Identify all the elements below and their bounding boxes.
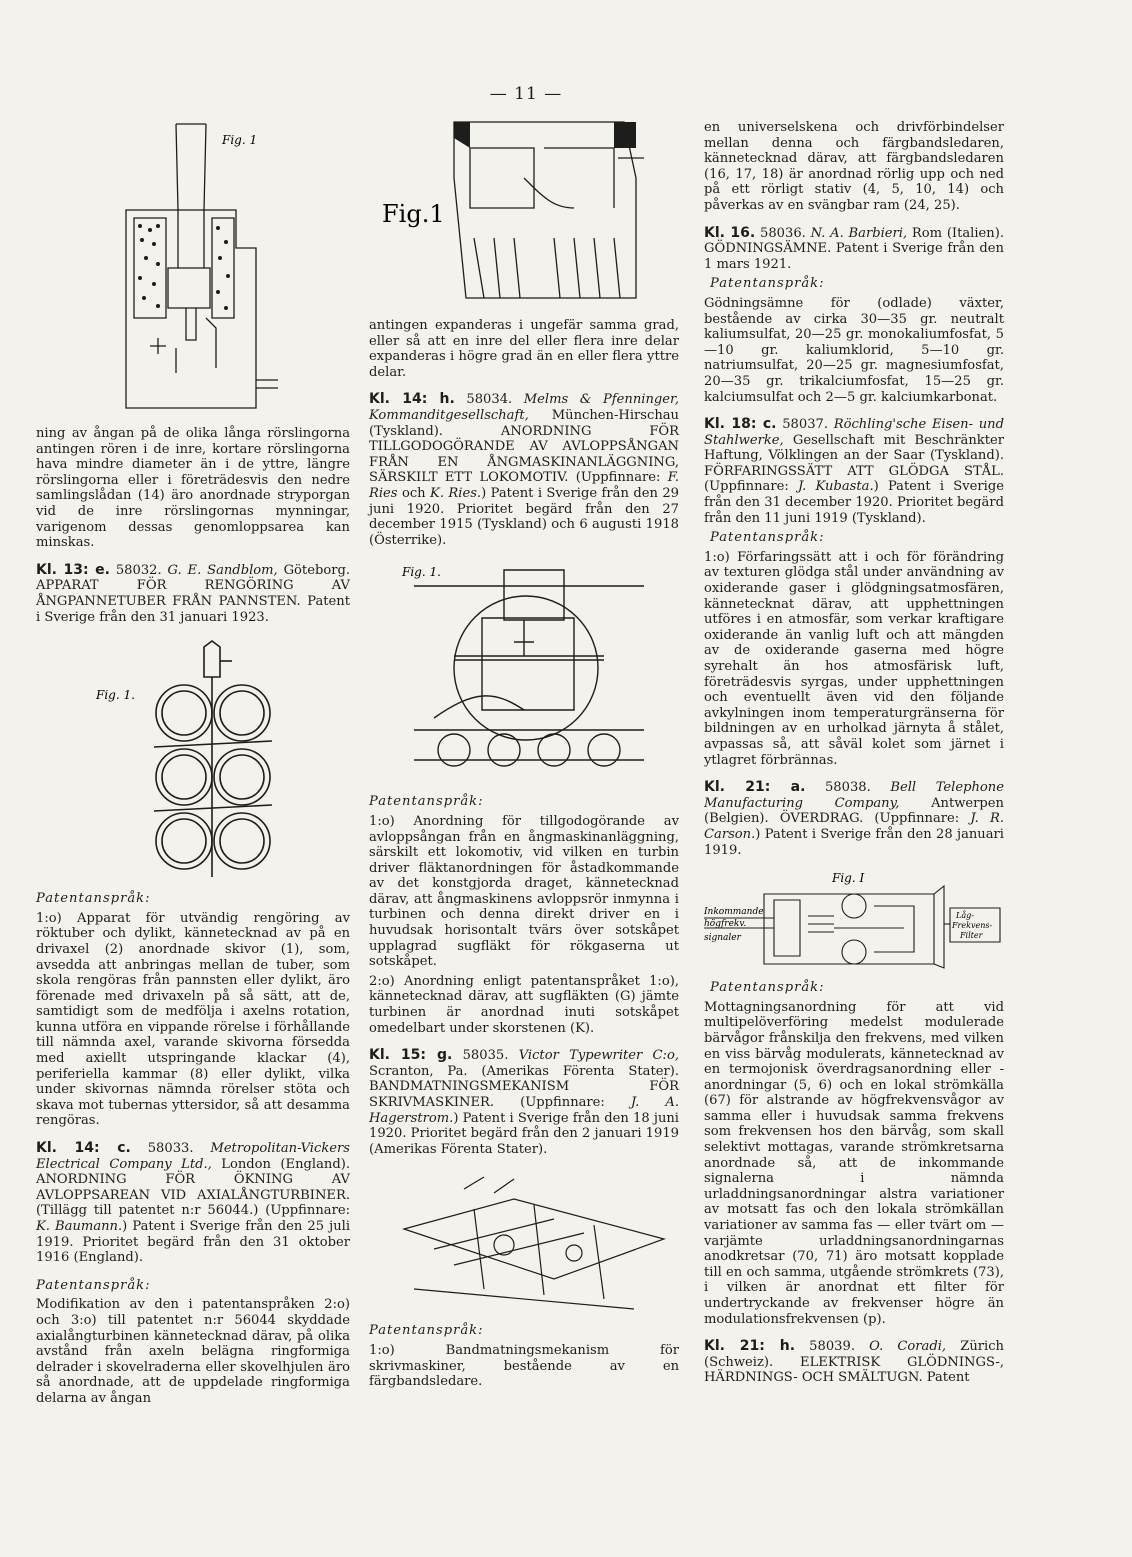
claim-text: 1:o) Apparat för utvändig rengöring av röktuber och dylikt, kännetecknad av på en drivaxel (2) anordnade skivor (1), som, avsedda att anbringas mellan de tuber, som skola rengöras från pannsten eller dylikt, äro förenade med drivaxeln på så sätt, att de, samtidigt som de medfölja i axelns rotation, kunna utföra en vippande rörelse i förhållande till nämnda axel, varande skivorna försedda med axiellt utspringande klackar (4), periferiella kammar (8) eller dylikt, vilka under skivornas nämnda rörelser stöta och skava mot tubernas yttersidor, så att desamma rengöras. <box>36 910 350 1129</box>
inventor-name-2: K. Ries. <box>430 485 482 501</box>
figure-locomotive-smokebox <box>394 560 654 790</box>
patent-entry-58039 <box>704 1339 1004 1386</box>
patent-entry-58033 <box>36 1141 350 1266</box>
claims-label: Patentanspråk: <box>710 530 825 546</box>
circuit-label-low: Låg- <box>956 911 974 921</box>
claims-label: Patentanspråk: <box>369 1323 484 1339</box>
inventor-name: K. Baumann. <box>36 1219 123 1234</box>
circuit-label-freq: Frekvens- <box>952 921 993 931</box>
applicant-name: Metropolitan-Vickers Electrical Company Ltd., <box>36 1141 350 1172</box>
patent-entry-58035 <box>369 1048 679 1157</box>
applicant-name: Bell Telephone Manufacturing Company, <box>704 780 1004 811</box>
entry-text: Rom (Italien). GÖDNINGSÄMNE. Patent i Sverige från den 1 mars 1921. <box>704 225 1004 272</box>
entry-text: London (England). ANORDNING FÖR ÖKNING AV AVLOPPSAREAN VID AXIALÅNGTURBINER. (Tillägg till patentet n:r 56044.) (Uppfinnare: <box>36 1156 350 1219</box>
claims-label: Patentanspråk: <box>369 794 484 810</box>
patent-entry-58037 <box>704 417 1004 526</box>
entry-text: Gesellschaft mit Beschränkter Haftung, Völklingen an der Saar (Tyskland). FÖRFARINGSSÄTT ATT GLÖDGA STÅL. (Uppfinnare: <box>704 432 1005 495</box>
turbine-section-drawing <box>374 118 674 308</box>
patent-number: 58037. <box>782 417 829 433</box>
continued-text: antingen expanderas i ungefär samma grad, eller så att en inre del eller flera inre delar expanderas i högre grad än en eller flera yttre delar. <box>369 318 679 380</box>
fig-caption: Fig. 1 <box>222 133 258 147</box>
boiler-tubes-drawing <box>106 118 306 416</box>
class-label: Kl. 14: h. <box>369 391 455 408</box>
class-label: Kl. 18: c. <box>704 416 777 433</box>
applicant-name: N. A. Barbieri, <box>810 225 908 241</box>
entry-text-2: ) Patent i Sverige från den 25 juli 1919. Prioritet begärd från den 31 oktober 1916 (England). <box>36 1219 351 1266</box>
claim-text: 1:o) Anordning för tillgodogörande av avloppsångan från en ångmaskinanläggning, särskilt ett lokomotiv, vid vilken en turbin driver fläktanordningen för åstadkommande av det konstgjorda draget, kännetecknad därav, att ångmaskinens avloppsrör inmynna i turbinen och denna direkt driver en i huvudsak horisontalt tvärs över sotskåpet upplagrad sugfläkt för rökgaserna ut sotskåpet. <box>369 813 679 970</box>
claim-text: Modifikation av den i patentanspråken 2:o) och 3:o) till patentet n:r 56044 skyddade axialångturbinen kännetecknad därav, på olika avstånd från axeln belägna ringformiga delrader i skovelraderna eller skovelhjulen äro så anordnade, att de uppdelade ringformiga delarna av ångan <box>36 1297 350 1406</box>
entry-text: Zürich (Schweiz). ELEKTRISK GLÖDNINGS-, HÄRDNINGS- OCH SMÄLTUGN. Patent <box>704 1339 1004 1386</box>
inventor-name: J. Kubasta. <box>797 479 874 495</box>
patent-number: 58033. <box>147 1141 194 1157</box>
entry-text-2: ) Patent i Sverige från den 28 januari 1919. <box>704 826 1004 858</box>
patent-entry-58036 <box>704 226 1004 273</box>
fig-caption: Fig.1 <box>382 200 445 228</box>
column-3 <box>704 120 1004 1386</box>
tube-cleaner-drawing <box>92 637 332 887</box>
patent-number: 58036. <box>760 225 806 241</box>
inventor-name: J. R. Carson. <box>704 811 1004 842</box>
figure-turbine-section <box>374 118 674 308</box>
patent-entry-58034 <box>369 392 679 548</box>
claims-label: Patentanspråk: <box>710 980 825 996</box>
circuit-label-filter: Filter <box>960 931 983 941</box>
fig-caption: Fig. 1. <box>402 565 441 580</box>
continued-text: ning av ångan på de olika långa rörslingorna antingen rören i de inre, kortare rörslingorna hava mindre diameter än i de yttre, längre rörslingorna eller i företrädesvis den nedre samlingslådan (14) äro anordnade stryporgan vid de inre rörslingornas mynningar, varigenom dessas genomloppsarea kan minskas. <box>36 426 350 551</box>
inventor-name: F. Ries <box>369 470 679 501</box>
inventor-name: J. A. Hagerstrom. <box>369 1095 679 1126</box>
figure-circuit <box>704 864 1004 976</box>
claim-text: Gödningsämne för (odlade) växter, bestående av cirka 30—35 gr. neutralt kaliumsulfat, 20—25 gr. monokaliumfosfat, 5—10 gr. kaliumklorid, 5—10 gr. natriumsulfat, 20—25 gr. magnesiumfosfat, 20—35 gr. trikalciumfosfat, 15—25 gr. kalciumsulfat och 2—5 gr. kalciumkarbonat. <box>704 295 1004 405</box>
figure-tube-cleaner <box>92 637 332 887</box>
fig-caption: Fig. I <box>832 871 865 886</box>
figure-ribbon-mechanism <box>374 1169 674 1319</box>
entry-text-2: ) Patent i Sverige från den 31 december 1920. Prioritet begärd från den 11 juni 1919 (Tyskland). <box>704 479 1004 526</box>
claims-label: Patentanspråk: <box>710 276 825 292</box>
ribbon-mechanism-drawing <box>374 1169 674 1319</box>
entry-text: Scranton, Pa. (Amerikas Förenta Stater). BANDMATNINGSMEKANISM FÖR SKRIVMASKINER. (Uppfinnare: <box>369 1063 679 1110</box>
circuit-label-hf: högfrekv. <box>704 919 747 930</box>
class-label: Kl. 15: g. <box>369 1047 453 1064</box>
applicant-name: G. E. Sandblom, <box>167 562 278 578</box>
entry-text-2: ) Patent i Sverige från den 18 juni 1920. Prioritet begärd från den 2 januari 1919 (Amerikas Förenta Stater). <box>369 1110 679 1157</box>
smokebox-drawing <box>394 560 654 790</box>
entry-text-2: ) Patent i Sverige från den 29 juni 1920. Prioritet begärd från den 27 december 1915 (Tyskland) och 6 augusti 1918 (Österrike). <box>369 485 679 548</box>
claim-text: 1:o) Bandmatningsmekanism för skrivmaskiner, bestående av en färgbandsledare. <box>369 1342 679 1390</box>
patent-number: 58039. <box>809 1339 855 1355</box>
circuit-label-signals: signaler <box>704 933 741 944</box>
column-2 <box>369 118 679 1390</box>
figure-boiler-tubes <box>106 118 306 416</box>
claims-label: Patentanspråk: <box>36 891 151 907</box>
circuit-drawing <box>704 864 1004 976</box>
claim-text: 1:o) Förfaringssätt att i och för förändring av texturen glödga stål under användning av oxiderande gaser i glödgningsatmosfären, kännetecknat därav, att upphettningen utföres i en atmosfär, som verkar kraftigare oxiderande än vanlig luft och att mängden av de oxiderande gaserna med högre syrehalt än hos atmosfärisk luft, företrädesvis syrgas, under upphettningen och eventuellt även vid den följande avkylningen inom temperaturgränserna för bildningen av en urholkad järnyta å stålet, avpassas så, att såväl kolet som järnet i ytlagret förbrännas. <box>704 549 1004 768</box>
class-label: Kl. 21: a. <box>704 779 806 796</box>
claim-text: Mottagningsanordning för att vid multipelöverföring medelst modulerade bärvågor frånskilja den frekvens, med vilken en viss bärvåg modulerats, kännetecknad av en termojonisk överdragsanordning eller -anordningar (5, 6) och en lokal strömkälla (67) för alstrande av högfrekvensvågor av samma eller i huvudsak samma frekvens som frekvensen hos den bärvåg, som skall selektivt mottagas, varande strömkretsarna anordnade så, att de inkommande signalerna i nämnda urladdningsanordningar alstra variationer av motsatt fas och den lokala strömkällan variationer av samma fas — eller tvärt om — varjämte urladdningsanordningarnas anodkretsar (70, 71) äro motsatt kopplade till en och samma, utgående strömkrets (73), i vilken är anordnat ett filter för undertryckande av frekvenser högre än modulationsfrekvensen (p). <box>704 999 1004 1327</box>
applicant-name: Melms & Pfenninger, Kommanditgesellschaft, <box>369 392 679 423</box>
continued-text: en universelskena och drivförbindelser mellan denna och färgbandsledaren, kännetecknad därav, att färgbandsledaren (16, 17, 18) är anordnad rörlig upp och ned på ett rörligt stativ (4, 5, 10, 14) och påverkas av en svängbar ram (24, 25). <box>704 120 1004 213</box>
class-label: Kl. 13: e. <box>36 561 110 578</box>
patent-number: 58035. <box>462 1048 509 1064</box>
entry-text: Göteborg. APPARAT FÖR RENGÖRING AV ÅNGPANNETUBER FRÅN PANNSTEN. Patent i Sverige från den 31 januari 1923. <box>36 562 351 625</box>
entry-text: München-Hirschau (Tyskland). ANORDNING FÖR TILLGODOGÖRANDE AV AVLOPPSÅNGAN FRÅN EN ÅNGMASKINANLÄGGNING, SÄRSKILT ETT LOKOMOTIV. (Uppfinnare: <box>369 407 679 486</box>
class-label: Kl. 21: h. <box>704 1338 796 1355</box>
circuit-label-input: Inkommande <box>704 907 764 918</box>
applicant-name: O. Coradi, <box>869 1339 947 1355</box>
page-number: — 11 — <box>489 84 563 104</box>
fig-caption: Fig. 1. <box>96 688 135 703</box>
patent-number: 58032. <box>115 562 162 578</box>
applicant-name: Röchling'sche Eisen- und Stahlwerke, <box>704 417 1004 448</box>
patent-number: 58038. <box>824 780 871 796</box>
patent-entry-58032 <box>36 563 350 625</box>
entry-text: Antwerpen (Belgien). ÖVERDRAG. (Uppfinnare: <box>704 795 1004 827</box>
class-label: Kl. 14: c. <box>36 1140 131 1157</box>
patent-entry-58038 <box>704 780 1004 858</box>
class-label: Kl. 16. <box>704 224 756 241</box>
conjunction: och <box>401 485 426 501</box>
claim-text-2: 2:o) Anordning enligt patentanspråket 1:o), kännetecknad därav, att sugfläkten (G) jämte turbinen är anordnad inuti sotskåpet omedelbart under skorstenen (K). <box>369 973 679 1036</box>
claims-label: Patentanspråk: <box>36 1277 151 1293</box>
patent-number: 58034. <box>466 392 513 408</box>
column-1 <box>36 118 350 1407</box>
applicant-name: Victor Typewriter C:o, <box>518 1048 680 1064</box>
